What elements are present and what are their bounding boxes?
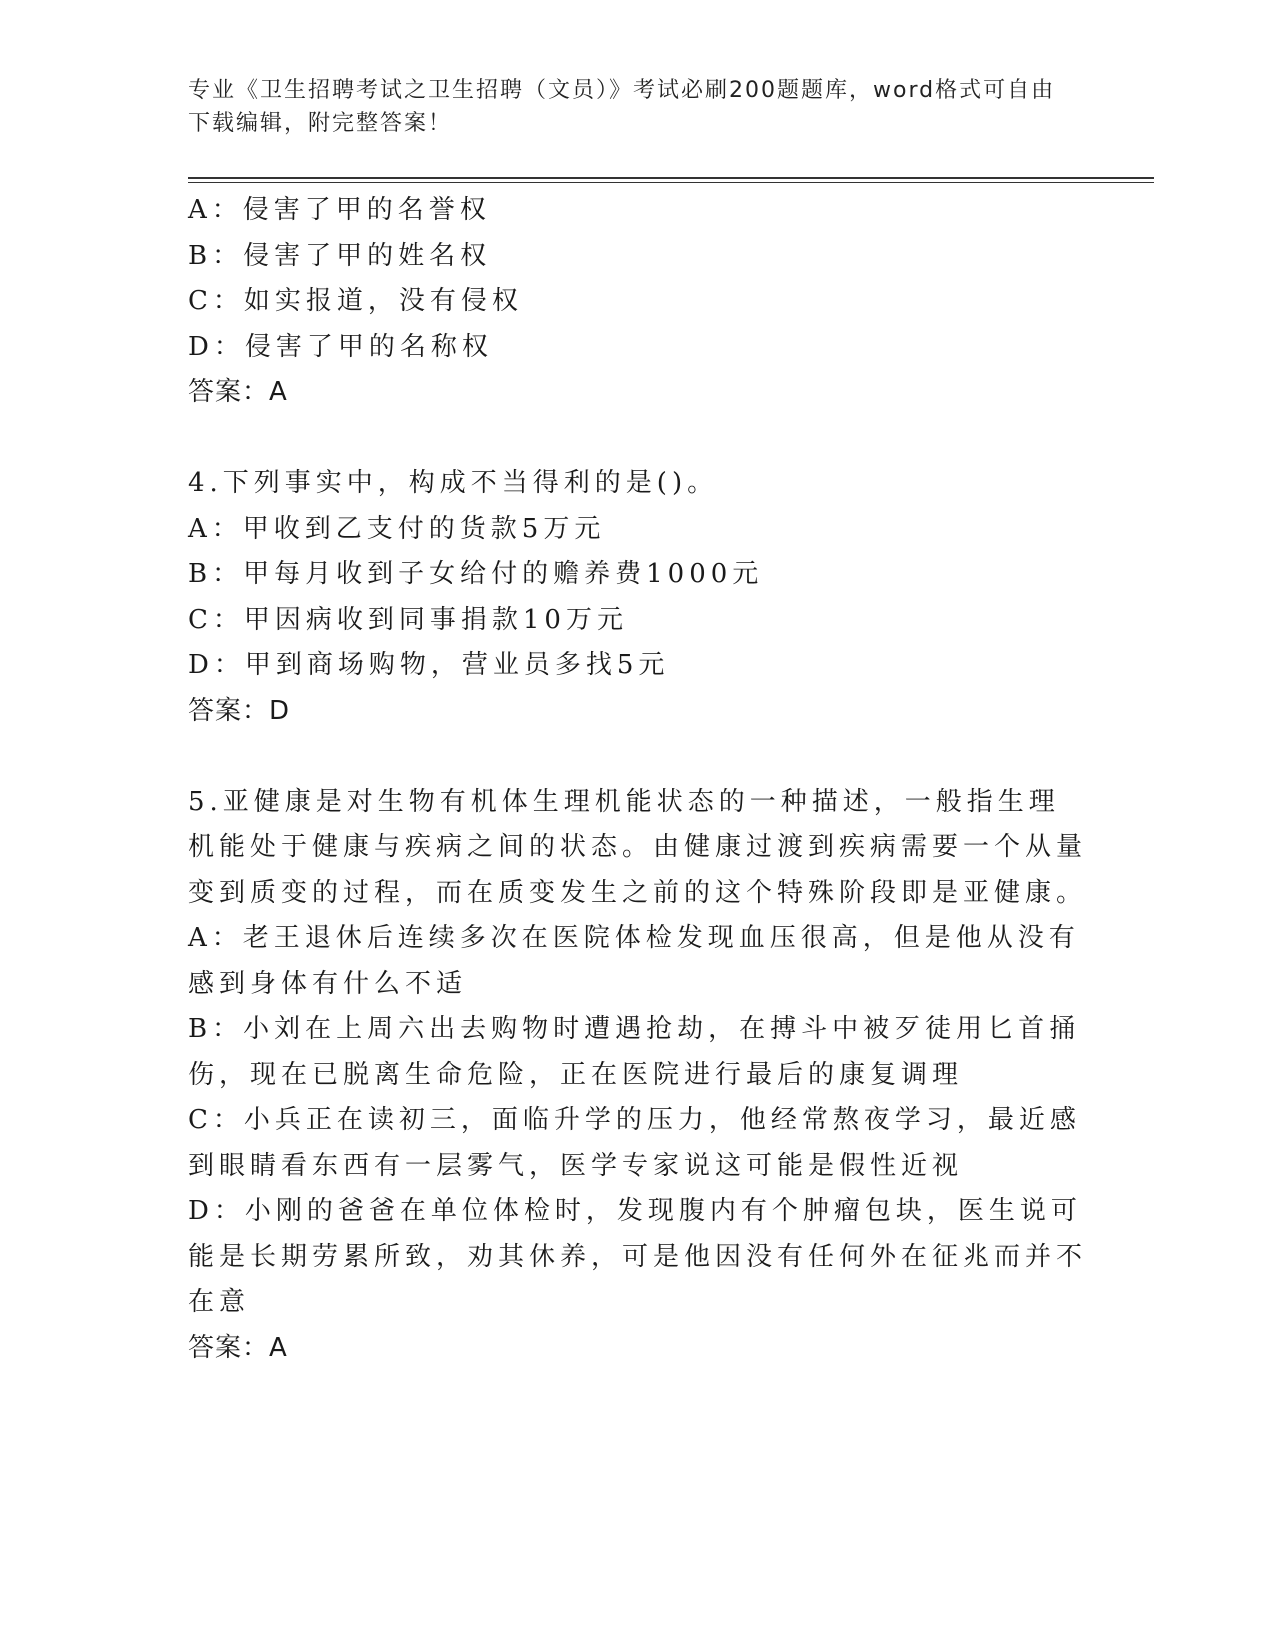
option-c: C：甲因病收到同事捐款10万元 <box>188 604 628 635</box>
answer-label: 答案：D <box>188 695 291 726</box>
option-c: C：如实报道，没有侵权 <box>188 286 523 316</box>
spacer <box>188 734 1088 780</box>
option-b: B：小刘在上周六出去购物时遭遇抢劫，在搏斗中被歹徒用匕首捅伤，现在已脱离生命危险，正在医院进行最后的康复调理 <box>188 1014 1081 1090</box>
question-5 <box>188 780 1088 1372</box>
option-d: D：小刚的爸爸在单位体检时，发现腹内有个肿瘤包块，医生说可能是长期劳累所致，劝其休养，可是他因没有任何外在征兆而并不在意 <box>188 1196 1088 1317</box>
option-d: D：甲到商场购物，营业员多找5元 <box>188 650 670 680</box>
question-stem: 5.亚健康是对生物有机体生理机能状态的一种描述，一般指生理机能处于健康与疾病之间的状态。由健康过渡到疾病需要一个从量变到质变的过程，而在质变发生之前的这个特殊阶段即是亚健康。 <box>188 786 1088 908</box>
option-b: B：甲每月收到子女给付的赡养费1000元 <box>188 559 764 589</box>
option-a: A：老王退休后连续多次在医院体检发现血压很高，但是他从没有感到身体有什么不适 <box>188 923 1080 999</box>
option-b: B：侵害了甲的姓名权 <box>188 240 492 271</box>
header-divider-thick <box>188 177 1154 179</box>
option-d: D：侵害了甲的名称权 <box>188 331 493 362</box>
question-content <box>188 188 1088 1371</box>
spacer <box>188 416 1088 462</box>
question-3 <box>188 188 1088 416</box>
document-header: 专业《卫生招聘考试之卫生招聘（文员）》考试必刷200题题库，word格式可自由下载编辑，附完整答案！ <box>188 78 1056 136</box>
option-c: C：小兵正在读初三，面临升学的压力，他经常熬夜学习，最近感到眼睛看东西有一层雾气，医学专家说这可能是假性近视 <box>188 1105 1081 1181</box>
question-stem: 4.下列事实中，构成不当得利的是()。 <box>188 468 719 498</box>
option-a: A：甲收到乙支付的货款5万元 <box>188 513 606 544</box>
answer-label: 答案：A <box>188 377 288 407</box>
option-a: A：侵害了甲的名誉权 <box>188 195 491 225</box>
question-4 <box>188 461 1088 734</box>
header-divider-thin <box>188 182 1154 183</box>
answer-label: 答案：A <box>188 1332 288 1363</box>
